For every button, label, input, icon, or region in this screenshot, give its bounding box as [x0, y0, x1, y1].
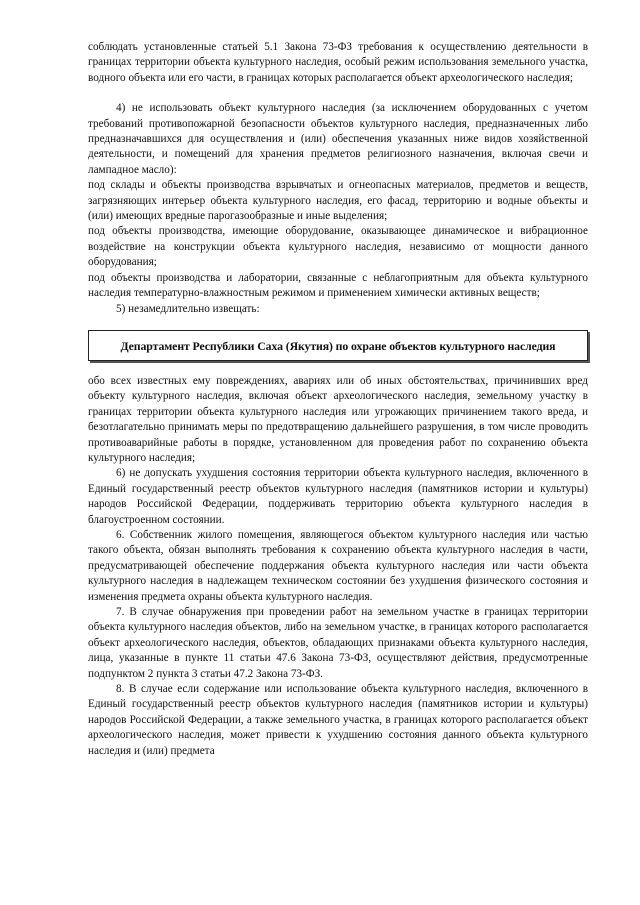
paragraph-section-6: 6. Собственник жилого помещения, являющегося объектом культурного наследия или частью такого объекта, обязан выполнять требования к сохранению объекта культурного наследия в части, предусматривающей обеспечение поддержания объекта культурного наследия или части объекта культурного наследия в надлежащем техническом состоянии без ухудшения физического состояния и изменения предмета охраны объекта культурного наследия.	[88, 528, 588, 603]
paragraph-warehouses: под склады и объекты производства взрывчатых и огнеопасных материалов, предметов и веществ, загрязняющих интерьер объекта культурного наследия, его фасад, территорию и водные объекты и (или) имеющих вредные парогазообразные и иные выделения;	[88, 179, 588, 223]
paragraph-item-5: 5) незамедлительно извещать:	[116, 302, 260, 315]
document-page	[88, 40, 588, 759]
paragraph-obligation-regime: соблюдать установленные статьей 5.1 Закона 73-ФЗ требования к осуществлению деятельности в границах территории объекта культурного наследия, особый режим использования земельного участка, водного объекта или его части, в границах которых располагается объект археологического наследия;	[88, 41, 588, 84]
paragraph-section-7: 7. В случае обнаружения при проведении работ на земельном участке в границах территории объекта культурного наследия объектов, либо на земельном участке, в границах которого располагается объект археологического наследия, объектов, обладающих признаками объекта культурного наследия, лица, указанные в пункте 11 статьи 47.6 Закона 73-ФЗ, осуществляют действия, предусмотренные подпунктом 2 пункта 3 статьи 47.2 Закона 73-ФЗ.	[88, 606, 588, 680]
paragraph-item-6: 6) не допускать ухудшения состояния территории объекта культурного наследия, включенного в Единый государственный реестр объектов культурного наследия (памятников истории и культуры) народов Российской Федерации, поддерживать территорию объекта культурного наследия в благоустроенном состоянии.	[88, 467, 588, 526]
paragraph-laboratories: под объекты производства и лаборатории, связанные с неблагоприятным для объекта культурного наследия температурно-влажностным режимом и применением химически активных веществ;	[88, 271, 588, 300]
department-box: Департамент Республики Саха (Якутия) по охране объектов культурного наследия	[88, 330, 588, 361]
paragraph-damage-notice: обо всех известных ему повреждениях, авариях или об иных обстоятельствах, причинивших вред объекту культурного наследия, включая объект археологического наследия, земельному участку в границах территории объекта культурного наследия или угрожающих причинением такого вреда, и безотлагательно принимать меры по предотвращению дальнейшего разрушения, в том числе проводить противоаварийные работы в порядке, установленном для проведения работ по сохранению объекта культурного наследия;	[88, 374, 588, 464]
paragraph-section-8: 8. В случае если содержание или использование объекта культурного наследия, включенного в Единый государственный реестр объектов культурного наследия (памятников истории и культуры) народов Российской Федерации, а также земельного участка, в границах которого располагается объект археологического наследия, может привести к ухудшению состояния данного объекта культурного наследия и (или) предмета	[88, 683, 588, 757]
paragraph-production-vibration: под объекты производства, имеющие оборудование, оказывающее динамическое и вибрационное воздействие на конструкции объекта культурного наследия, независимо от мощности данного оборудования;	[88, 225, 588, 269]
paragraph-item-4: 4) не использовать объект культурного наследия (за исключением оборудованных с учетом требований противопожарной безопасности объектов культурного наследия, предназначенных либо предназначавшихся для осуществления и (или) обеспечения указанных ниже видов хозяйственной деятельности, и помещений для хранения предметов религиозного назначения, включая свечи и лампадное масло):	[88, 102, 588, 176]
